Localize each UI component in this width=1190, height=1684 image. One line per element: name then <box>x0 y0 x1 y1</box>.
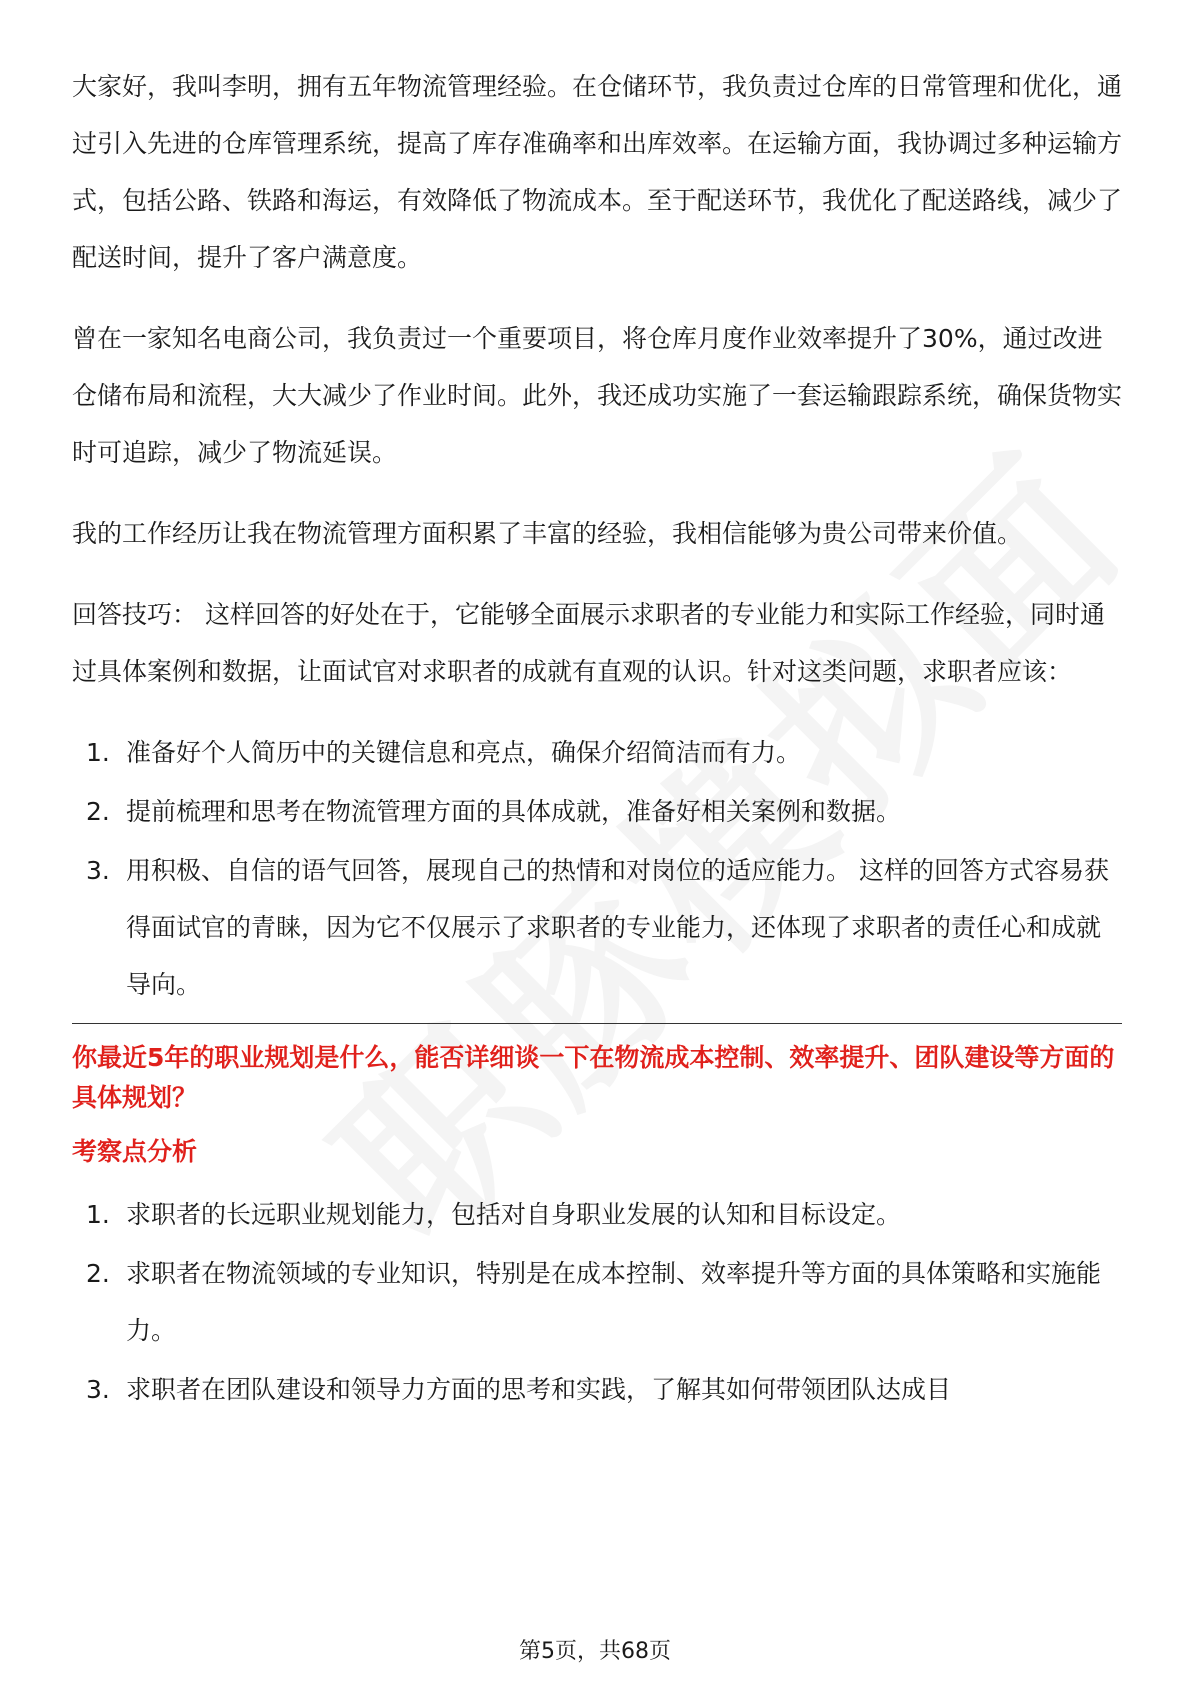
list-number: 1. <box>86 1200 110 1229</box>
answer-paragraph-2: 曾在一家知名电商公司，我负责过一个重要项目，将仓库月度作业效率提升了30%，通过改进仓储布局和流程，大大减少了作业时间。此外，我还成功实施了一套运输跟踪系统，确保货物实时可追踪，减少了物流延误。 <box>72 324 1123 467</box>
list-item <box>72 1361 1122 1418</box>
tips-list <box>72 724 1122 1013</box>
list-number: 1. <box>86 738 110 767</box>
question-heading: 你最近5年的职业规划是什么，能否详细谈一下在物流成本控制、效率提升、团队建设等方面的具体规划？ <box>72 1043 1115 1112</box>
list-item <box>72 842 1122 1013</box>
list-item <box>72 783 1122 840</box>
list-item-text: 准备好个人简历中的关键信息和亮点，确保介绍简洁而有力。 <box>126 738 802 767</box>
analysis-heading: 考察点分析 <box>72 1137 198 1166</box>
list-item <box>72 1245 1122 1359</box>
list-number: 2. <box>86 1259 110 1288</box>
answer-paragraph-1: 大家好，我叫李明，拥有五年物流管理经验。在仓储环节，我负责过仓库的日常管理和优化，通过引入先进的仓库管理系统，提高了库存准确率和出库效率。在运输方面，我协调过多种运输方式，包括公路、铁路和海运，有效降低了物流成本。至于配送环节，我优化了配送路线，减少了配送时间，提升了客户满意度。 <box>72 72 1123 272</box>
analysis-list <box>72 1186 1122 1418</box>
list-item-text: 求职者在物流领域的专业知识，特别是在成本控制、效率提升等方面的具体策略和实施能力。 <box>126 1259 1102 1345</box>
list-item <box>72 724 1122 781</box>
tips-paragraph: 回答技巧： 这样回答的好处在于，它能够全面展示求职者的专业能力和实际工作经验，同时通过具体案例和数据，让面试官对求职者的成就有直观的认识。针对这类问题，求职者应该： <box>72 600 1105 686</box>
list-item-text: 求职者在团队建设和领导力方面的思考和实践，了解其如何带领团队达成目 <box>126 1375 952 1404</box>
document-body <box>72 58 1122 1420</box>
list-item-text: 提前梳理和思考在物流管理方面的具体成就，准备好相关案例和数据。 <box>126 797 902 826</box>
list-item <box>72 1186 1122 1243</box>
list-number: 3. <box>86 1375 110 1404</box>
list-number: 2. <box>86 797 110 826</box>
list-item-text: 求职者的长远职业规划能力，包括对自身职业发展的认知和目标设定。 <box>126 1200 902 1229</box>
page-footer: 第5页，共68页 <box>519 1639 671 1664</box>
list-number: 3. <box>86 856 110 885</box>
list-item-text: 用积极、自信的语气回答，展现自己的热情和对岗位的适应能力。 这样的回答方式容易获得面试官的青睐，因为它不仅展示了求职者的专业能力，还体现了求职者的责任心和成就导向。 <box>126 856 1109 999</box>
section-divider <box>72 1023 1122 1024</box>
answer-paragraph-3: 我的工作经历让我在物流管理方面积累了丰富的经验，我相信能够为贵公司带来价值。 <box>72 519 1023 548</box>
